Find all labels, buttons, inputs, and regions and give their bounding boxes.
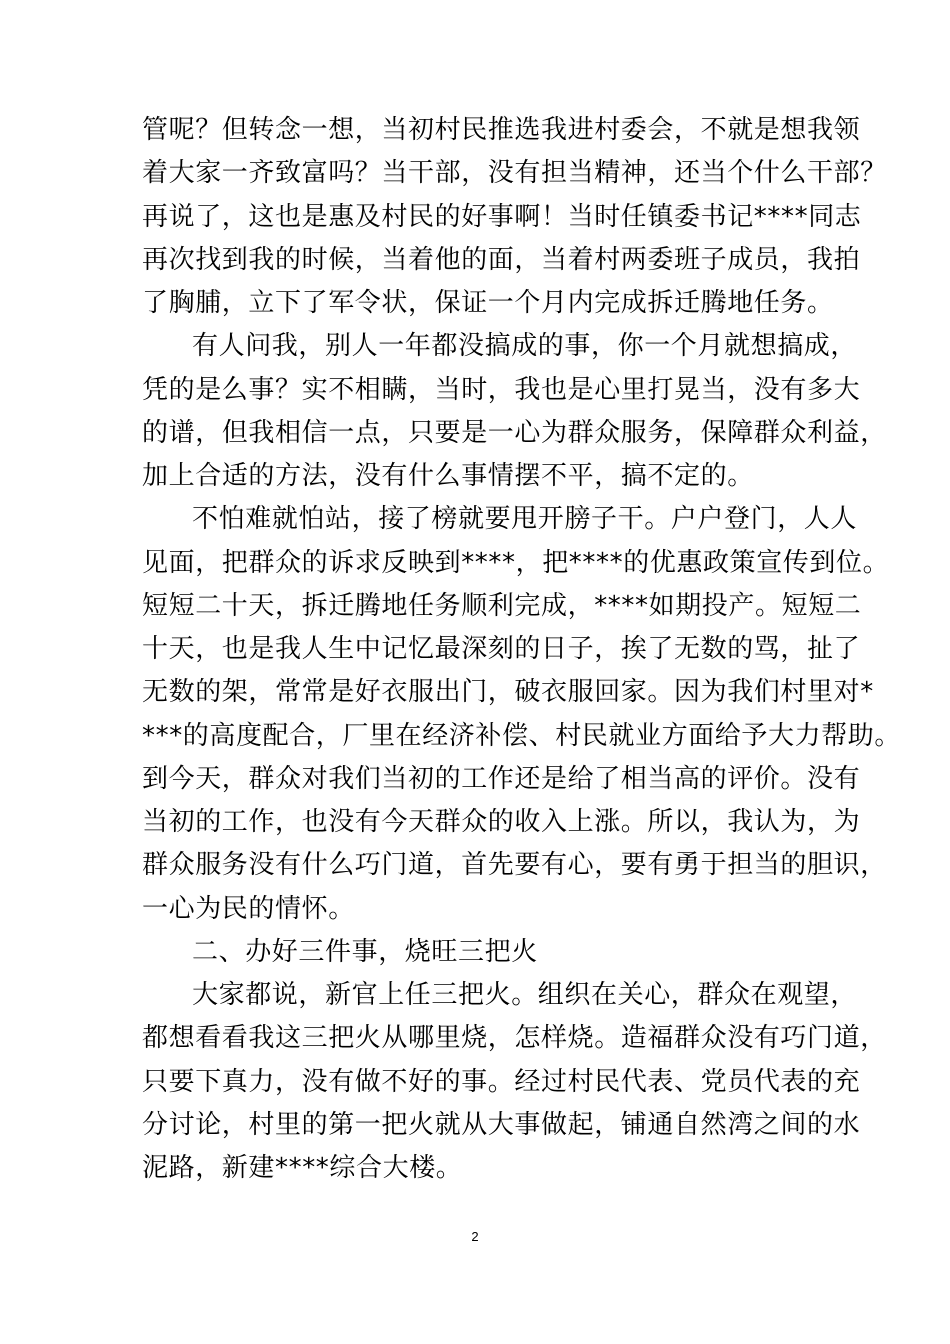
- text-line: 群众服务没有什么巧门道，首先要有心，要有勇于担当的胆识，: [142, 850, 887, 880]
- text-line: 短短二十天，拆迁腾地任务顺利完成，****如期投产。短短二: [142, 591, 862, 621]
- text-line: 凭的是么事？实不相瞒，当时，我也是心里打晃当，没有多大: [142, 375, 861, 405]
- text-line: 无数的架，常常是好衣服出门，破衣服回家。因为我们村里对*: [142, 677, 874, 707]
- text-line: 当初的工作，也没有今天群众的收入上涨。所以，我认为，为: [142, 807, 861, 837]
- text-line: 都想看看我这三把火从哪里烧，怎样烧。造福群众没有巧门道，: [142, 1023, 887, 1053]
- text-line: 十天，也是我人生中记忆最深刻的日子，挨了无数的骂，扯了: [142, 634, 861, 664]
- text-line: 分讨论，村里的第一把火就从大事做起，铺通自然湾之间的水: [142, 1110, 861, 1140]
- paragraph-first-line: 大家都说，新官上任三把火。组织在关心，群众在观望，: [192, 980, 858, 1010]
- text-line: 的谱，但我相信一点，只要是一心为群众服务，保障群众利益，: [142, 418, 887, 448]
- text-line: 一心为民的情怀。: [142, 894, 355, 924]
- text-line: 管呢？但转念一想，当初村民推选我进村委会，不就是想我领: [142, 115, 861, 145]
- text-line: ***的高度配合，厂里在经济补偿、村民就业方面给予大力帮助。: [142, 721, 902, 751]
- text-line: 泥路，新建****综合大楼。: [142, 1153, 463, 1183]
- text-line: 见面，把群众的诉求反映到****，把****的优惠政策宣传到位。: [142, 548, 890, 578]
- paragraph-first-line: 有人问我，别人一年都没搞成的事，你一个月就想搞成，: [192, 331, 858, 361]
- text-line: 着大家一齐致富吗？当干部，没有担当精神，还当个什么干部？: [142, 158, 887, 188]
- section-heading: 二、办好三件事，烧旺三把火: [192, 937, 538, 967]
- text-line: 了胸脯，立下了军令状，保证一个月内完成拆迁腾地任务。: [142, 288, 834, 318]
- page-number: 2: [471, 1229, 479, 1244]
- text-line: 再说了，这也是惠及村民的好事啊！当时任镇委书记****同志: [142, 202, 862, 232]
- paragraph-first-line: 不怕难就怕站，接了榜就要甩开膀子干。户户登门，人人: [192, 504, 858, 534]
- text-line: 再次找到我的时候，当着他的面，当着村两委班子成员，我拍: [142, 245, 861, 275]
- text-line: 加上合适的方法，没有什么事情摆不平，搞不定的。: [142, 461, 754, 491]
- text-line: 到今天，群众对我们当初的工作还是给了相当高的评价。没有: [142, 764, 861, 794]
- text-line: 只要下真力，没有做不好的事。经过村民代表、党员代表的充: [142, 1067, 861, 1097]
